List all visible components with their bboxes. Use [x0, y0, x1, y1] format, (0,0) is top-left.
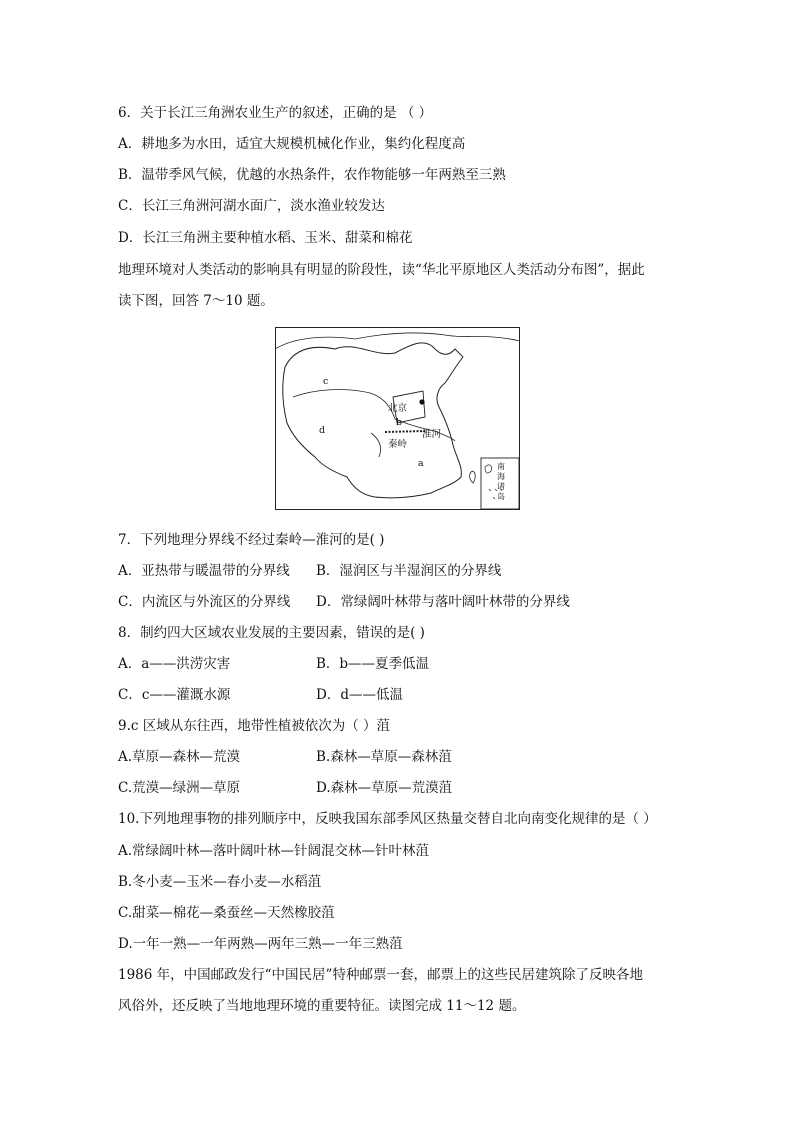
map-inset-label-2: 海	[497, 472, 505, 481]
q10-option-b: B.冬小麦—玉米—春小麦—水稻菹	[118, 874, 322, 890]
beijing-dot	[419, 399, 424, 404]
intro1-line1: 地理环境对人类活动的影响具有明显的阶段性，读“华北平原地区人类活动分布图”，据此	[118, 262, 645, 278]
map-label-b: b	[396, 417, 403, 428]
intro1-line2: 读下图，回答 7～10 题。	[118, 293, 274, 309]
q9-option-a: A.草原—森林—荒漠	[118, 749, 241, 765]
q6-option-b: B．温带季风气候，优越的水热条件，农作物能够一年两熟至三熟	[118, 167, 506, 183]
q6-option-d: D．长江三角洲主要种植水稻、玉米、甜菜和棉花	[118, 230, 413, 246]
q6-option-a: A．耕地多为水田，适宜大规模机械化作业，集约化程度高	[118, 136, 466, 152]
q8-option-c: C．c——灌溉水源	[118, 687, 231, 703]
q7-option-d: D．常绿阔叶林带与落叶阔叶林带的分界线	[316, 594, 570, 610]
q10-option-a: A.常绿阔叶林—落叶阔叶林—针阔混交林—针叶林菹	[118, 843, 430, 859]
map-inset-label-1: 南	[497, 462, 505, 471]
intro2-line2: 风俗外，还反映了当地地理环境的重要特征。读图完成 11～12 题。	[118, 998, 526, 1014]
q7-stem: 7．下列地理分界线不经过秦岭—淮河的是( )	[118, 532, 385, 548]
q8-option-b: B．b——夏季低温	[316, 656, 430, 672]
q9-stem: 9.c 区域从东往西，地带性植被依次为（ ）菹	[118, 718, 391, 734]
map-label-d: d	[319, 425, 326, 436]
map-label-huaihe: 淮河	[422, 429, 442, 440]
q7-option-b: B．湿润区与半湿润区的分界线	[316, 563, 502, 579]
q7-option-c: C．内流区与外流区的分界线	[118, 594, 291, 610]
q7-option-a: A．亚热带与暖温带的分界线	[118, 563, 290, 579]
q9-option-d: D.森林—草原—荒漠菹	[316, 780, 453, 796]
q6-stem: 6．关于长江三角洲农业生产的叙述，正确的是 （ ）	[118, 105, 433, 121]
china-map-figure	[275, 327, 520, 510]
q8-option-a: A．a——洪涝灾害	[118, 656, 231, 672]
q9-option-c: C.荒漠—绿洲—草原	[118, 780, 241, 796]
q9-option-b: B.森林—草原—森林菹	[316, 749, 452, 765]
q10-option-c: C.甜菜—棉花—桑蚕丝—天然橡胶菹	[118, 905, 335, 921]
map-label-c: c	[323, 376, 329, 387]
q8-stem: 8．制约四大区域农业发展的主要因素，错误的是( )	[118, 625, 425, 641]
q8-option-d: D．d——低温	[316, 687, 403, 703]
intro2-line1: 1986 年，中国邮政发行“中国民居”特种邮票一套，邮票上的这些民居建筑除了反映各地	[118, 967, 643, 983]
q10-stem: 10.下列地理事物的排列顺序中，反映我国东部季风区热量交替自北向南变化规律的是（ ）	[118, 811, 657, 827]
map-label-a: a	[418, 458, 424, 469]
q6-option-c: C．长江三角洲河湖水面广，淡水渔业较发达	[118, 198, 385, 214]
china-map-svg	[275, 327, 520, 510]
map-label-qinling: 秦岭	[388, 439, 408, 450]
map-label-beijing: 北京	[388, 403, 408, 414]
map-inset-label-4: 岛	[497, 492, 505, 501]
map-inset-label-3: 诸	[497, 482, 505, 491]
q10-option-d: D.一年一熟—一年两熟—两年三熟—一年三熟菹	[118, 936, 403, 952]
